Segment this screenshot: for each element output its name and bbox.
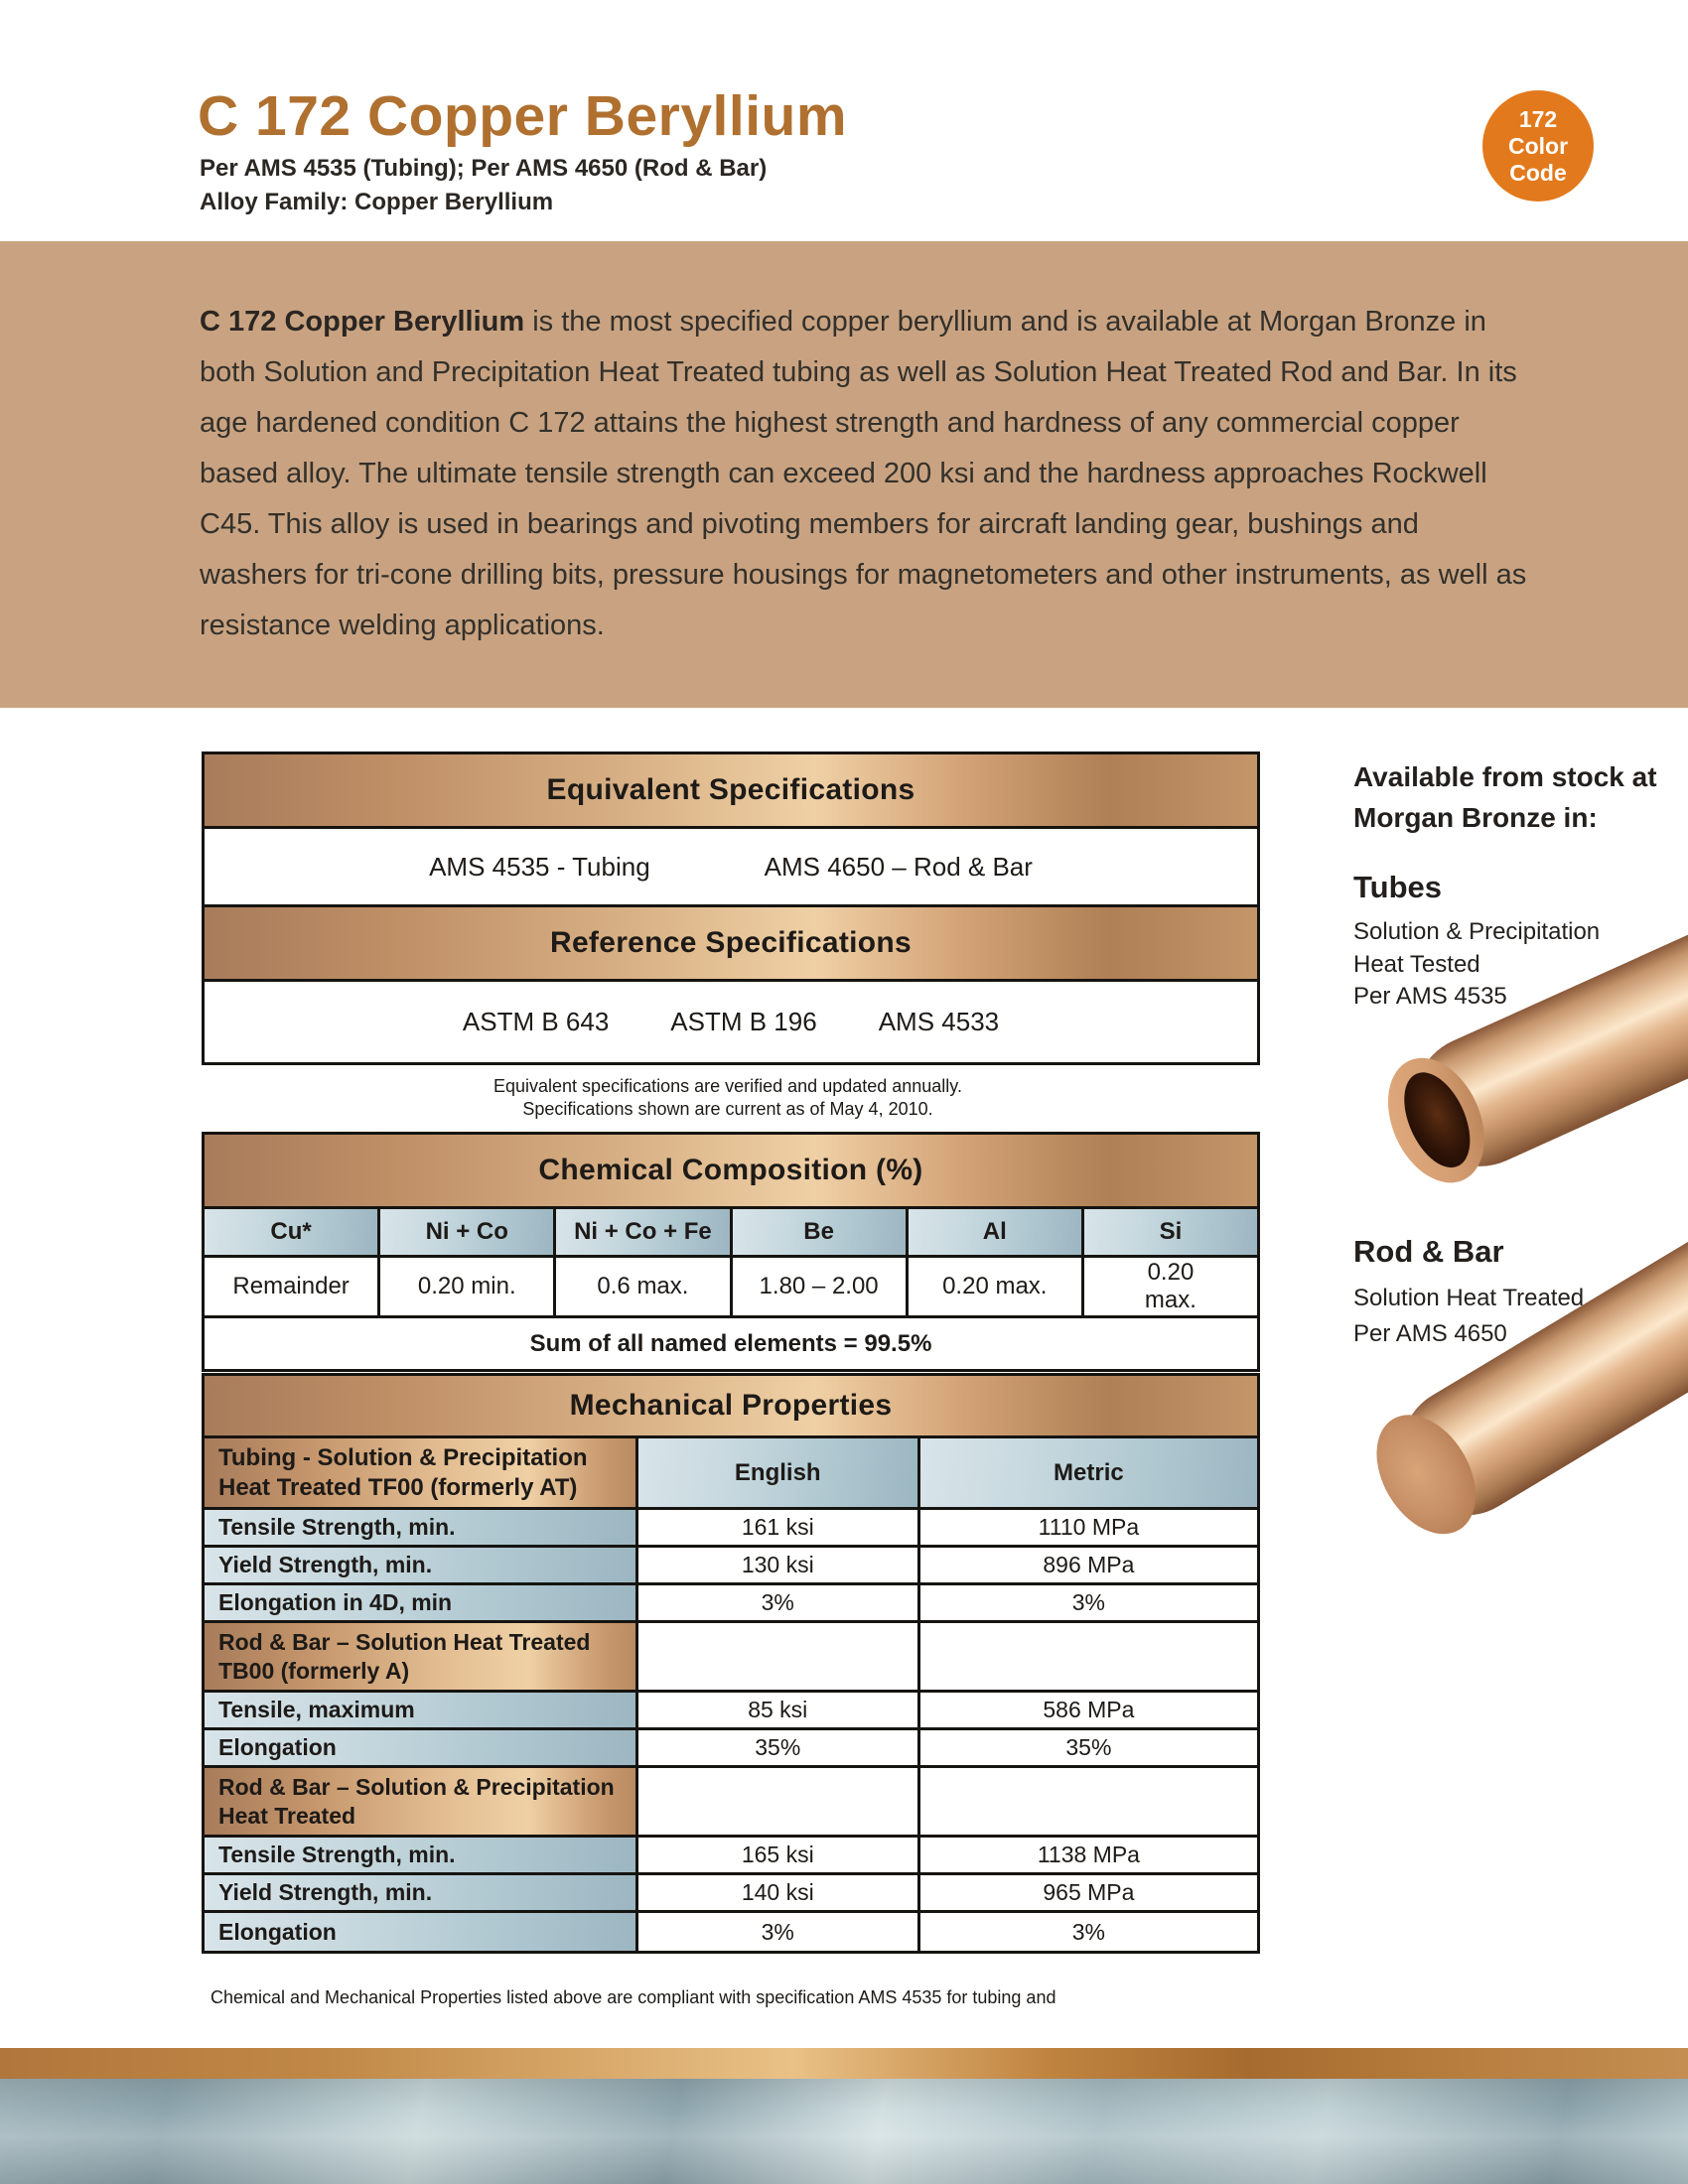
- tubes-treatment: Solution & Precipitation Heat Tested: [1353, 918, 1601, 978]
- mech-row: [205, 1838, 1257, 1875]
- intro-body: is the most specified copper beryllium and is available at Morgan Bronze in both Solution and Precipitation Heat Treated tubing as well as Solution Heat Treated Rod and Bar. In its age hardened condition C 172 attains the highest strength and hardness of any commercial copper based alloy. The ultimate tensile strength can exceed 200 ksi and the hardness approaches Rockwell C45. This alloy is used in bearings and pivoting members for aircraft landing gear, bushings and washers for tri-cone drilling bits, pressure housings for magnetometers and other instruments, as well as resistance welding applications.: [200, 306, 1527, 641]
- chem-val-be: 1.80 – 2.00: [733, 1258, 909, 1315]
- tube-end-cap: [1369, 1042, 1503, 1198]
- equivalent-specs-header: [205, 754, 1257, 829]
- intro-lead: C 172 Copper Beryllium: [200, 306, 525, 338]
- reference-spec-item: AMS 4533: [878, 1007, 1000, 1036]
- mech-section-row: [205, 1623, 1257, 1693]
- specifications-table: [202, 751, 1260, 1065]
- color-code-badge: [1482, 90, 1594, 202]
- mech-label-cell: Tensile Strength, min.: [205, 1510, 638, 1545]
- badge-word-code: Code: [1509, 159, 1567, 186]
- rod-end-face: [1356, 1397, 1496, 1552]
- mech-metric-cell: 965 MPa: [920, 1875, 1257, 1910]
- chem-val-al: 0.20 max.: [909, 1258, 1084, 1315]
- chemical-values-row: [205, 1258, 1257, 1318]
- mech-english-cell: [638, 1768, 920, 1835]
- mech-col-metric: Metric: [920, 1438, 1257, 1507]
- chemical-column-headers: [205, 1209, 1257, 1258]
- mech-section-label: Rod & Bar – Solution Heat Treated TB00 (formerly A): [205, 1623, 638, 1690]
- mech-section-row: [205, 1768, 1257, 1838]
- mech-metric-cell: [920, 1768, 1257, 1835]
- chemical-composition-table: [202, 1132, 1260, 1372]
- mech-label-cell: Yield Strength, min.: [205, 1875, 638, 1910]
- mechanical-title: Mechanical Properties: [569, 1389, 893, 1422]
- badge-word-color: Color: [1507, 132, 1569, 159]
- mech-metric-cell: 35%: [920, 1730, 1257, 1765]
- mech-metric-cell: 586 MPa: [920, 1693, 1257, 1727]
- equivalent-spec-item: AMS 4535 - Tubing: [429, 851, 650, 882]
- footer-copper-bar: [0, 2048, 1688, 2079]
- mech-english-cell: [638, 1623, 920, 1690]
- chem-col-nico: Ni + Co: [380, 1209, 556, 1255]
- spec-subtitle: Per AMS 4535 (Tubing); Per AMS 4650 (Rod & Bar): [200, 155, 768, 182]
- mech-english-cell: 35%: [638, 1730, 920, 1765]
- mech-label-cell: Yield Strength, min.: [205, 1548, 638, 1582]
- chem-val-nico: 0.20 min.: [380, 1258, 556, 1315]
- chemical-sum-note: Sum of all named elements = 99.5%: [529, 1329, 932, 1357]
- reference-specs-row: [205, 982, 1257, 1062]
- mech-row: [205, 1510, 1257, 1548]
- mech-label-cell: Tensile, maximum: [205, 1693, 638, 1727]
- reference-specs-title: Reference Specifications: [549, 926, 912, 959]
- mechanical-header: [205, 1376, 1257, 1438]
- mech-english-cell: 3%: [638, 1913, 920, 1951]
- rod-bar-treatment: Solution Heat Treated: [1353, 1285, 1585, 1311]
- mech-english-cell: 3%: [638, 1585, 920, 1620]
- specs-footnote: [202, 1075, 1254, 1121]
- mech-english-cell: 140 ksi: [638, 1875, 920, 1910]
- chem-col-nicofe: Ni + Co + Fe: [556, 1209, 732, 1255]
- chem-val-si-text: 0.20 max.: [1144, 1259, 1196, 1313]
- mech-label-cell: Tensile Strength, min.: [205, 1838, 638, 1872]
- mech-label-cell: Elongation in 4D, min: [205, 1585, 638, 1620]
- mechanical-properties-table: [202, 1373, 1260, 1954]
- mech-row: [205, 1875, 1257, 1913]
- mech-row: [205, 1548, 1257, 1585]
- mech-row: [205, 1913, 1257, 1951]
- rod-bar-per-spec: Per AMS 4650: [1353, 1320, 1507, 1347]
- stock-heading: Available from stock at Morgan Bronze in:: [1353, 761, 1657, 833]
- equivalent-spec-item: AMS 4650 – Rod & Bar: [764, 851, 1033, 882]
- specs-footnote-line1: Equivalent specifications are verified and updated annually.: [493, 1076, 962, 1096]
- tubes-per-spec: Per AMS 4535: [1353, 983, 1507, 1010]
- intro-paragraph: [200, 297, 1530, 651]
- chem-col-cu: Cu*: [205, 1209, 380, 1255]
- chem-col-al: Al: [909, 1209, 1084, 1255]
- footer-steel-band: [0, 2079, 1688, 2184]
- mech-metric-cell: 1110 MPa: [920, 1510, 1257, 1545]
- tubes-title: Tubes: [1353, 870, 1442, 904]
- chemical-header: [205, 1135, 1257, 1209]
- mech-row: [205, 1585, 1257, 1623]
- chem-col-si: Si: [1084, 1209, 1257, 1255]
- mech-metric-cell: 896 MPa: [920, 1548, 1257, 1582]
- intro-band: [0, 241, 1688, 708]
- mechanical-subheader-row: [205, 1438, 1257, 1510]
- chem-val-cu: Remainder: [205, 1258, 380, 1315]
- mech-english-cell: 85 ksi: [638, 1693, 920, 1727]
- reference-spec-item: ASTM B 196: [670, 1007, 817, 1036]
- page-title: C 172 Copper Beryllium: [198, 84, 848, 148]
- specs-footnote-line2: Specifications shown are current as of May 4, 2010.: [522, 1099, 933, 1119]
- alloy-family-line: Alloy Family: Copper Beryllium: [200, 189, 554, 215]
- chem-val-nicofe: 0.6 max.: [556, 1258, 732, 1315]
- chem-col-be: Be: [733, 1209, 909, 1255]
- equivalent-specs-title: Equivalent Specifications: [546, 773, 915, 806]
- mech-metric-cell: 3%: [920, 1585, 1257, 1620]
- tube-bore-hole: [1391, 1062, 1483, 1177]
- mechanical-footnote: Chemical and Mechanical Properties listed above are compliant with specification AMS 4535 for tubing and: [211, 1987, 1056, 2007]
- chemical-title: Chemical Composition (%): [538, 1154, 923, 1186]
- mech-english-cell: 165 ksi: [638, 1838, 920, 1872]
- mech-subheader-label: Tubing - Solution & Precipitation Heat Treated TF00 (formerly AT): [205, 1438, 638, 1507]
- mech-col-english: English: [638, 1438, 920, 1507]
- chemical-sum-row: [205, 1318, 1257, 1369]
- badge-number: 172: [1518, 105, 1558, 132]
- mech-label-cell: Elongation: [205, 1913, 638, 1951]
- mech-label-cell: Elongation: [205, 1730, 638, 1765]
- mech-english-cell: 161 ksi: [638, 1510, 920, 1545]
- mech-row: [205, 1730, 1257, 1768]
- mech-row: [205, 1693, 1257, 1730]
- chem-val-si: [1084, 1258, 1257, 1315]
- mech-metric-cell: [920, 1623, 1257, 1690]
- reference-spec-item: ASTM B 643: [462, 1007, 610, 1036]
- mech-section-label: Rod & Bar – Solution & Precipitation Heat Treated: [205, 1768, 638, 1835]
- rod-bar-title: Rod & Bar: [1353, 1234, 1504, 1269]
- mech-english-cell: 130 ksi: [638, 1548, 920, 1582]
- equivalent-specs-row: [205, 829, 1257, 907]
- mech-metric-cell: 1138 MPa: [920, 1838, 1257, 1872]
- reference-specs-header: [205, 907, 1257, 982]
- mech-metric-cell: 3%: [920, 1913, 1257, 1951]
